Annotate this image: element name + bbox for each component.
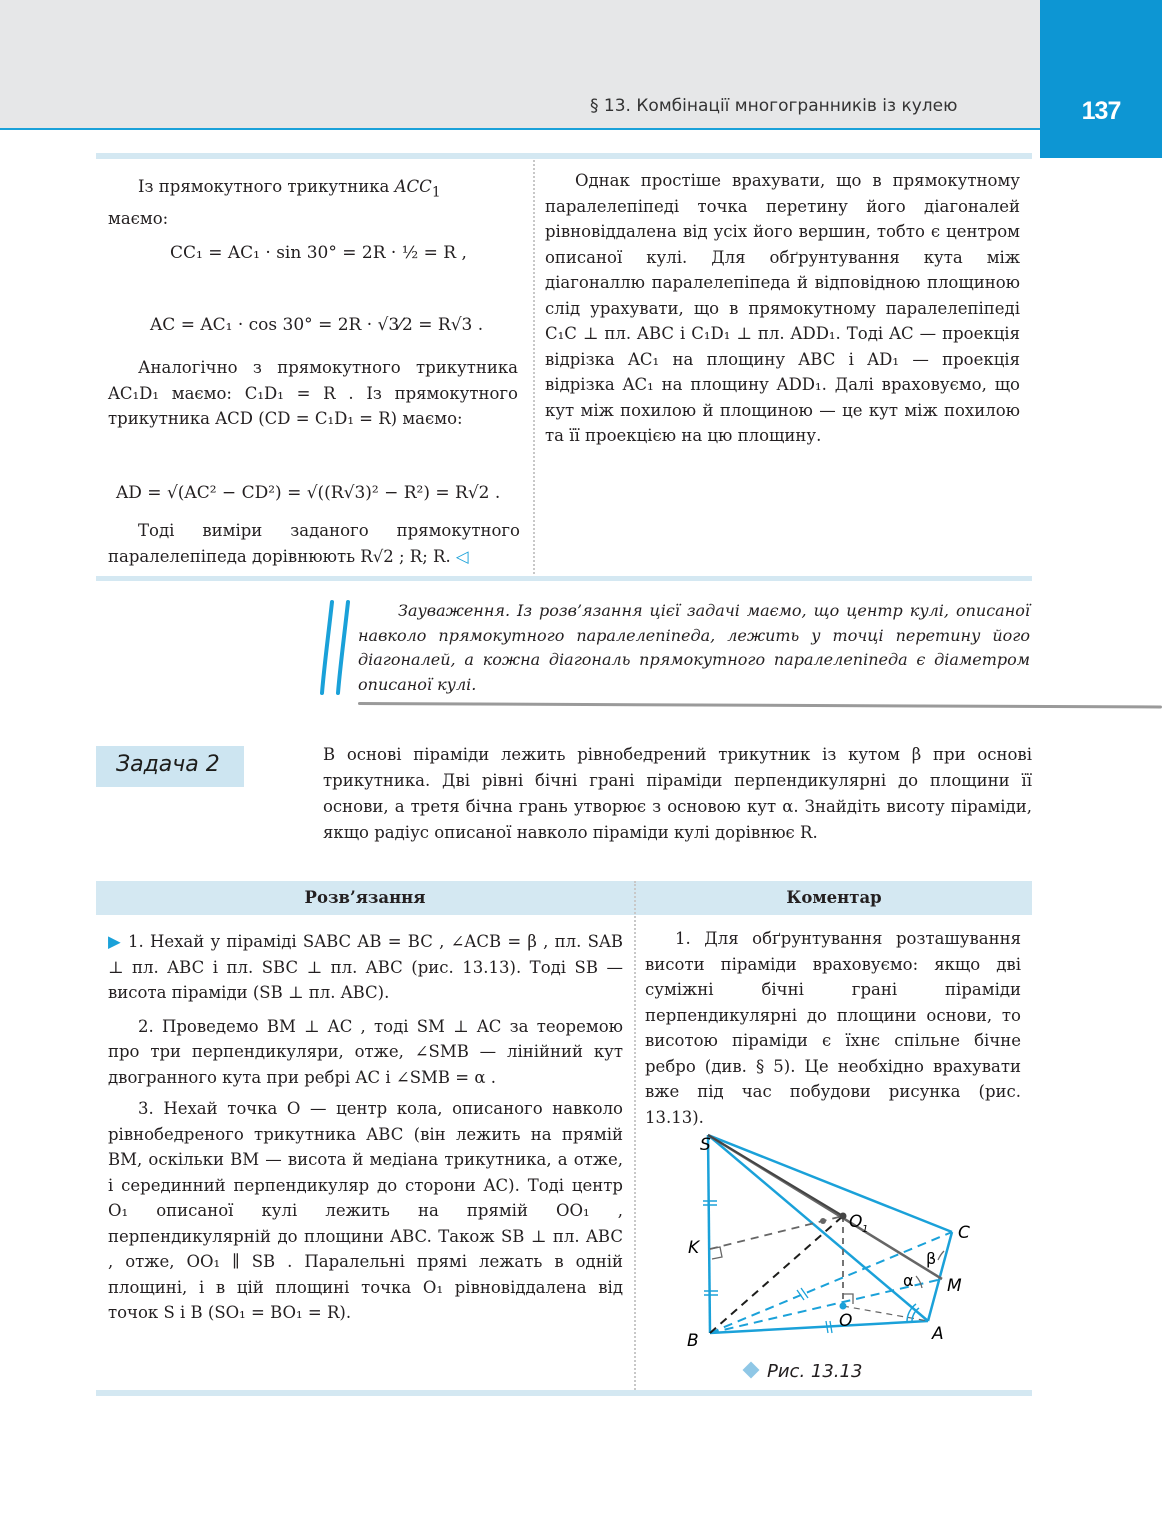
label-S: S [700,1135,711,1155]
point-O1 [840,1213,847,1220]
top-band [96,153,1032,159]
edge-SC [708,1135,952,1232]
bottom-band [96,1390,1032,1396]
edge-BC-hidden [710,1232,952,1333]
task-label: Задача 2 [116,752,220,777]
point [820,1218,826,1224]
page-number-box [1040,0,1162,158]
angle-beta-arc [938,1251,944,1260]
formula-ad: AD = √(AC² − CD²) = √((R√3)² − R²) = R√2 . [116,483,501,503]
comment-header: Коментар [786,888,882,907]
diamond-icon [743,1362,760,1379]
section-title: § 13. Комбінації многогранників із кулею [590,96,958,116]
paragraph: Однак простіше врахувати, що в прямокутному паралелепіпеді точка перетину його діагоналей рівновіддалена від усіх його вершин, тобто є центром описаної кулі. Для обґрунтування кута між діагоналлю паралелепіпеда й відповідною площиною слід урахувати, що в прямокутному паралелепіпеді C₁C ⊥ пл. ABC і C₁D₁ ⊥ пл. ADD₁. Тоді AC — проекція відрізка AC₁ на площину ABC і AD₁ — проекція відрізка AC₁ на площину ADD₁. Далі враховуємо, що кут між похилою й площиною — це кут між похилою та її проекцією на цю площину. [545,171,1020,445]
label-O1: O [849,1212,863,1232]
label-K: K [688,1238,700,1258]
label-O1-sub: 1 [862,1224,869,1235]
remark-bars-icon [318,598,358,698]
solution-step-2: 2. Проведемо BM ⊥ AC , тоді SM ⊥ AC за теоремою про три перпендикуляри, отже, ∠SMB — лінійний кут двогранного кута при ребрі AC і ∠SMB = α . [108,1016,623,1087]
line-SO1 [708,1135,843,1216]
formula-cc1: CC₁ = AC₁ · sin 30° = 2R · ½ = R , [170,243,467,263]
paragraph: Тоді виміри заданого прямокутного паралелепіпеда дорівнюють R√2 ; R; R. ◁ [108,521,520,566]
edge-BA [710,1321,928,1333]
task-badge [96,746,244,787]
label-C: C [958,1223,970,1243]
left-column-bottom [108,518,520,569]
left-column-middle [108,355,518,432]
header-rule [0,128,1040,130]
remark-underline [358,702,1162,709]
remark: Зауваження. Із розв’язання цієї задачі маємо, що центр кулі, описаної навколо прямокутного паралелепіпеда, лежить у точці перетину його діагоналей, а кожна діагональ прямокутного паралелепіпеда є діаметром описаної кулі. [358,601,1030,694]
middle-band [96,576,1032,581]
label-O: O [839,1311,853,1331]
comment-column [645,926,1021,1130]
solution-step-3: 3. Нехай точка O — центр кола, описаного навколо рівнобедреного трикутника ABC (він лежить на прямій BM, оскільки BM — висота й медіана трикутника, а отже, і серединний перпендикуляр до сторони AC). Тоді центр O₁ описаної кулі лежить на прямій OO₁ , перпендикулярній до площини ABC. Також SB ⊥ пл. ABC , отже, OO₁ ∥ SB . Паралельні прямі лежать в одній площині, і в цій площині точка O₁ рівновіддалена від точок S і B (SO₁ = BO₁ = R). [108,1099,623,1322]
column-divider [533,160,535,574]
formula-ac: AC = AC₁ · cos 30° = 2R · √3⁄2 = R√3 . [150,315,484,335]
figure-caption: Рис. 13.13 [745,1361,862,1382]
angle-alpha-arc [916,1276,922,1288]
paragraph: Із прямокутного трикутника $ACC_1$ маємо: [108,177,441,228]
label-beta: β [926,1249,937,1268]
comment-text: 1. Для обґрунтування розташування висоти піраміди враховуємо: якщо дві суміжні бічні грані піраміди перпендикулярні до площини основи, то висотою піраміди є їхнє спільне бічне ребро (див. § 5). Це необхідно врахувати вже під час побудови рисунка (рис. 13.13). [645,929,1021,1127]
play-icon: ▶ [108,932,122,951]
label-alpha: α [903,1271,914,1290]
right-column [545,168,1020,449]
label-A: A [932,1324,944,1344]
solution-column [108,929,623,1326]
right-angle-mark [710,1247,722,1259]
label-M: M [947,1276,962,1296]
solution-header: Розв’язання [304,888,426,907]
end-of-solution-icon: ◁ [455,546,469,566]
line-OA [843,1306,928,1321]
paragraph: Аналогічно з прямокутного трикутника AC₁D₁ маємо: C₁D₁ = R . Із прямокутного трикутника ACD (CD = C₁D₁ = R) маємо: [108,358,518,428]
edge-SB [708,1135,710,1333]
solution-step-1: ▶ 1. Нехай у піраміді SABC AB = BC , ∠ACB = β , пл. SAB ⊥ пл. ABC і пл. SBC ⊥ пл. ABC (рис. 13.13). Тоді SB — висота піраміди (SB ⊥ пл. ABC). [108,932,623,1002]
pyramid-figure [680,1128,1010,1358]
edge-SA [708,1135,928,1321]
left-column [108,174,518,231]
label-B: B [687,1331,699,1351]
task-text: В основі піраміди лежить рівнобедрений трикутник із кутом β при основі трикутника. Дві рівні бічні грані піраміди перпендикулярні до площини її основи, а третя бічна грань утворює з основою кут α. Знайдіть висоту піраміди, якщо радіус описаної навколо піраміди кулі дорівнює R. [323,745,1032,842]
point-O [840,1303,847,1310]
page-number: 137 [1081,97,1121,125]
table-divider [634,881,636,1390]
